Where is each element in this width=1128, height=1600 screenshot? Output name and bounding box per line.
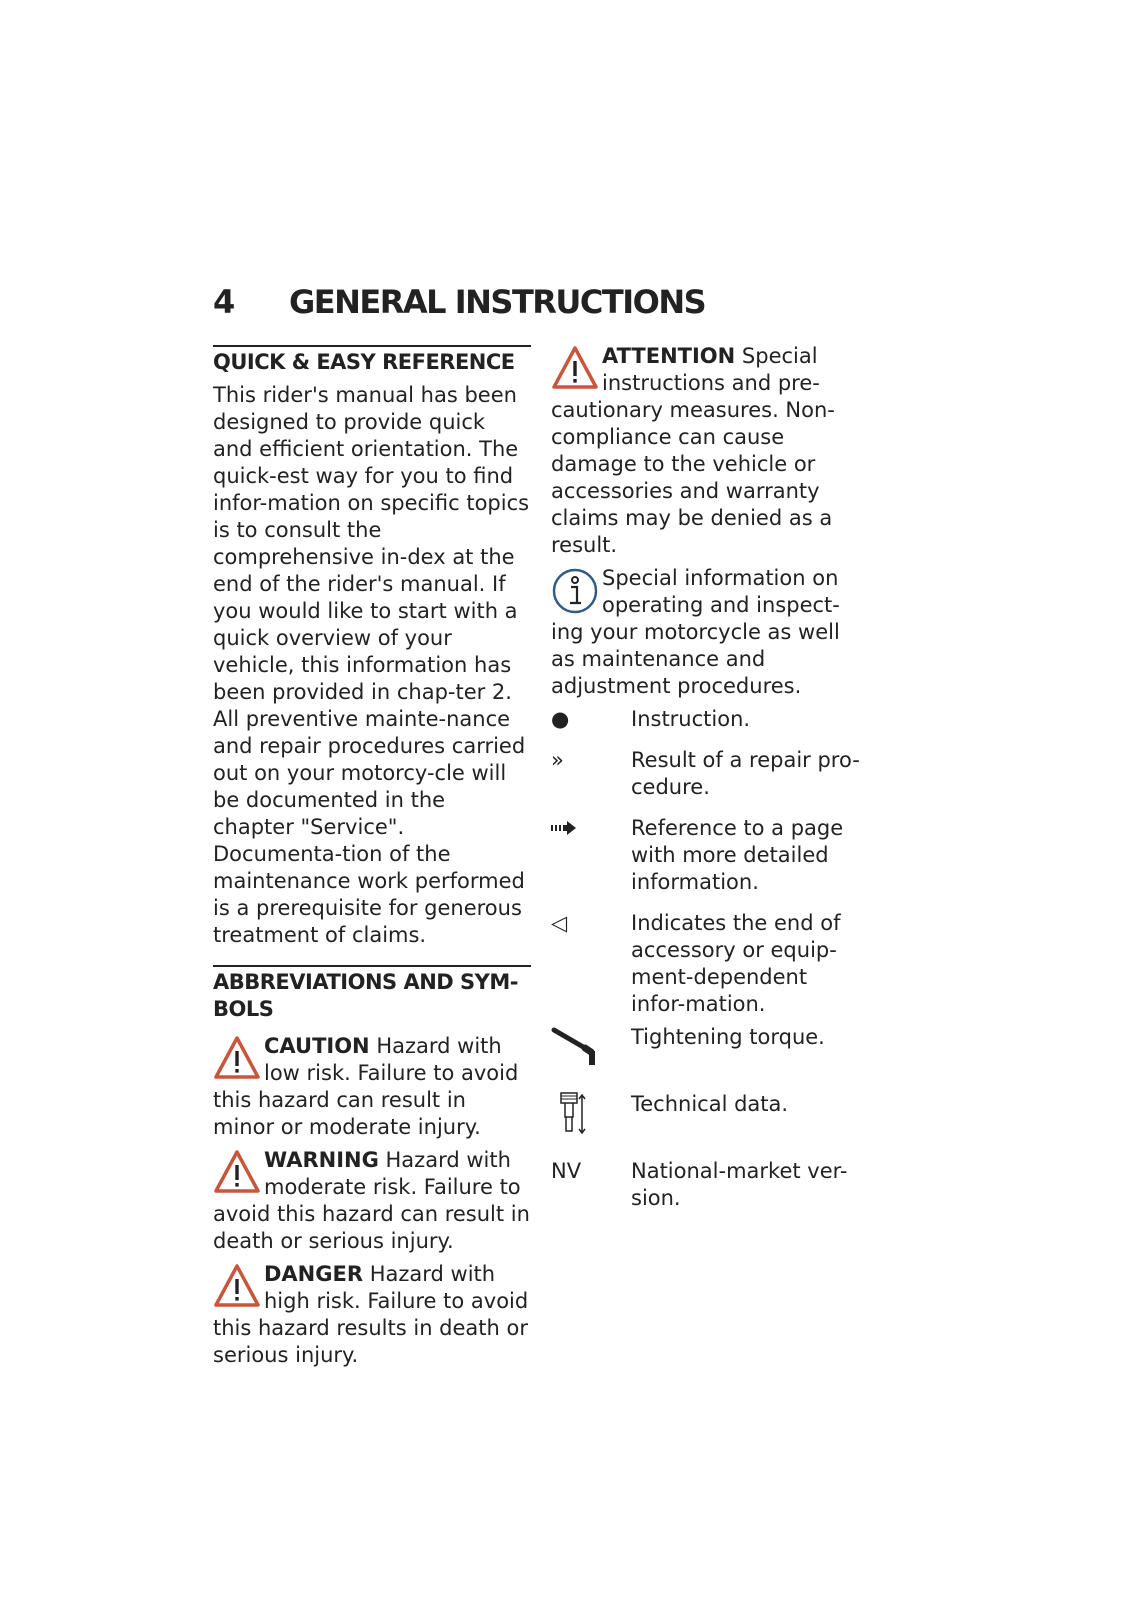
attention-notice [551, 343, 861, 559]
warning-triangle-icon [213, 1148, 261, 1196]
caution-text: Hazard with low risk. Failure to avoid this hazard can result in minor or moderate injury. [213, 1034, 519, 1139]
symbol-row-torque [551, 1024, 861, 1077]
attention-triangle-icon [551, 344, 599, 392]
end-marker-icon: ◁ [551, 911, 568, 935]
danger-notice [213, 1261, 531, 1369]
info-text: Special information on operating and inspect-ing your motorcycle as well as maintenance and adjustment procedures. [551, 566, 840, 698]
symbol-row-result [551, 747, 861, 801]
left-column [213, 345, 531, 1369]
technical-data-icon [551, 1091, 591, 1137]
symbol-description: Technical data. [631, 1092, 789, 1116]
torque-wrench-icon [551, 1024, 601, 1070]
result-arrow-icon: » [551, 748, 564, 772]
symbol-description: Reference to a page with more detailed information. [631, 816, 844, 894]
danger-text: Hazard with high risk. Failure to avoid this hazard results in death or serious injury. [213, 1262, 529, 1367]
danger-keyword: DANGER [264, 1262, 364, 1286]
warning-text: Hazard with moderate risk. Failure to avoid this hazard can result in death or serious injury. [213, 1148, 530, 1253]
chapter-title-text: GENERAL INSTRUCTIONS [289, 283, 706, 321]
caution-triangle-icon [213, 1034, 261, 1082]
chapter-number: 4 [213, 283, 234, 321]
symbol-description: Result of a repair pro-cedure. [631, 748, 860, 799]
quick-reference-heading: QUICK & EASY REFERENCE [213, 350, 515, 374]
warning-keyword: WARNING [264, 1148, 379, 1172]
symbol-description: National-market ver-sion. [631, 1159, 848, 1210]
quick-reference-body: This rider's manual has been designed to provide quick and efficient orientation. The quick-est way for you to find infor-mation on specific topics is to consult the comprehensive in-dex at the end of the rider's manual. If you would like to start with a quick overview of your vehicle, this information has been provided in chap-ter 2. All preventive mainte-nance and repair procedures carried out on your motorcy-cle will be documented in the chapter "Service". Documenta-tion of the maintenance work performed is a prerequisite for generous treatment of claims. [213, 383, 530, 947]
page-reference-arrow-icon [551, 821, 577, 835]
symbol-description: Indicates the end of accessory or equip-ment-dependent infor-mation. [631, 911, 841, 1016]
attention-text: Special instructions and pre-cautionary measures. Non-compliance can cause damage to the vehicle or accessories and warranty claims may be denied as a result. [551, 344, 835, 557]
symbol-description: Instruction. [631, 707, 751, 731]
danger-triangle-icon [213, 1262, 261, 1310]
caution-keyword: CAUTION [264, 1034, 370, 1058]
right-column [551, 343, 861, 1212]
symbol-row-end-marker [551, 910, 861, 1018]
info-notice [551, 565, 861, 700]
abbreviations-heading: ABBREVIATIONS AND SYM-BOLS [213, 970, 518, 1021]
symbol-row-national-version [551, 1158, 861, 1212]
warning-notice [213, 1147, 531, 1255]
symbol-row-technical-data [551, 1091, 861, 1144]
symbol-description: Tightening torque. [631, 1025, 825, 1049]
chapter-title [213, 283, 705, 321]
caution-notice [213, 1033, 531, 1141]
attention-keyword: ATTENTION [602, 344, 736, 368]
symbol-row-instruction [551, 706, 861, 733]
info-icon [551, 567, 599, 615]
symbol-row-page-reference [551, 815, 861, 896]
bullet-icon: ● [551, 707, 570, 731]
nv-abbreviation: NV [551, 1159, 582, 1183]
